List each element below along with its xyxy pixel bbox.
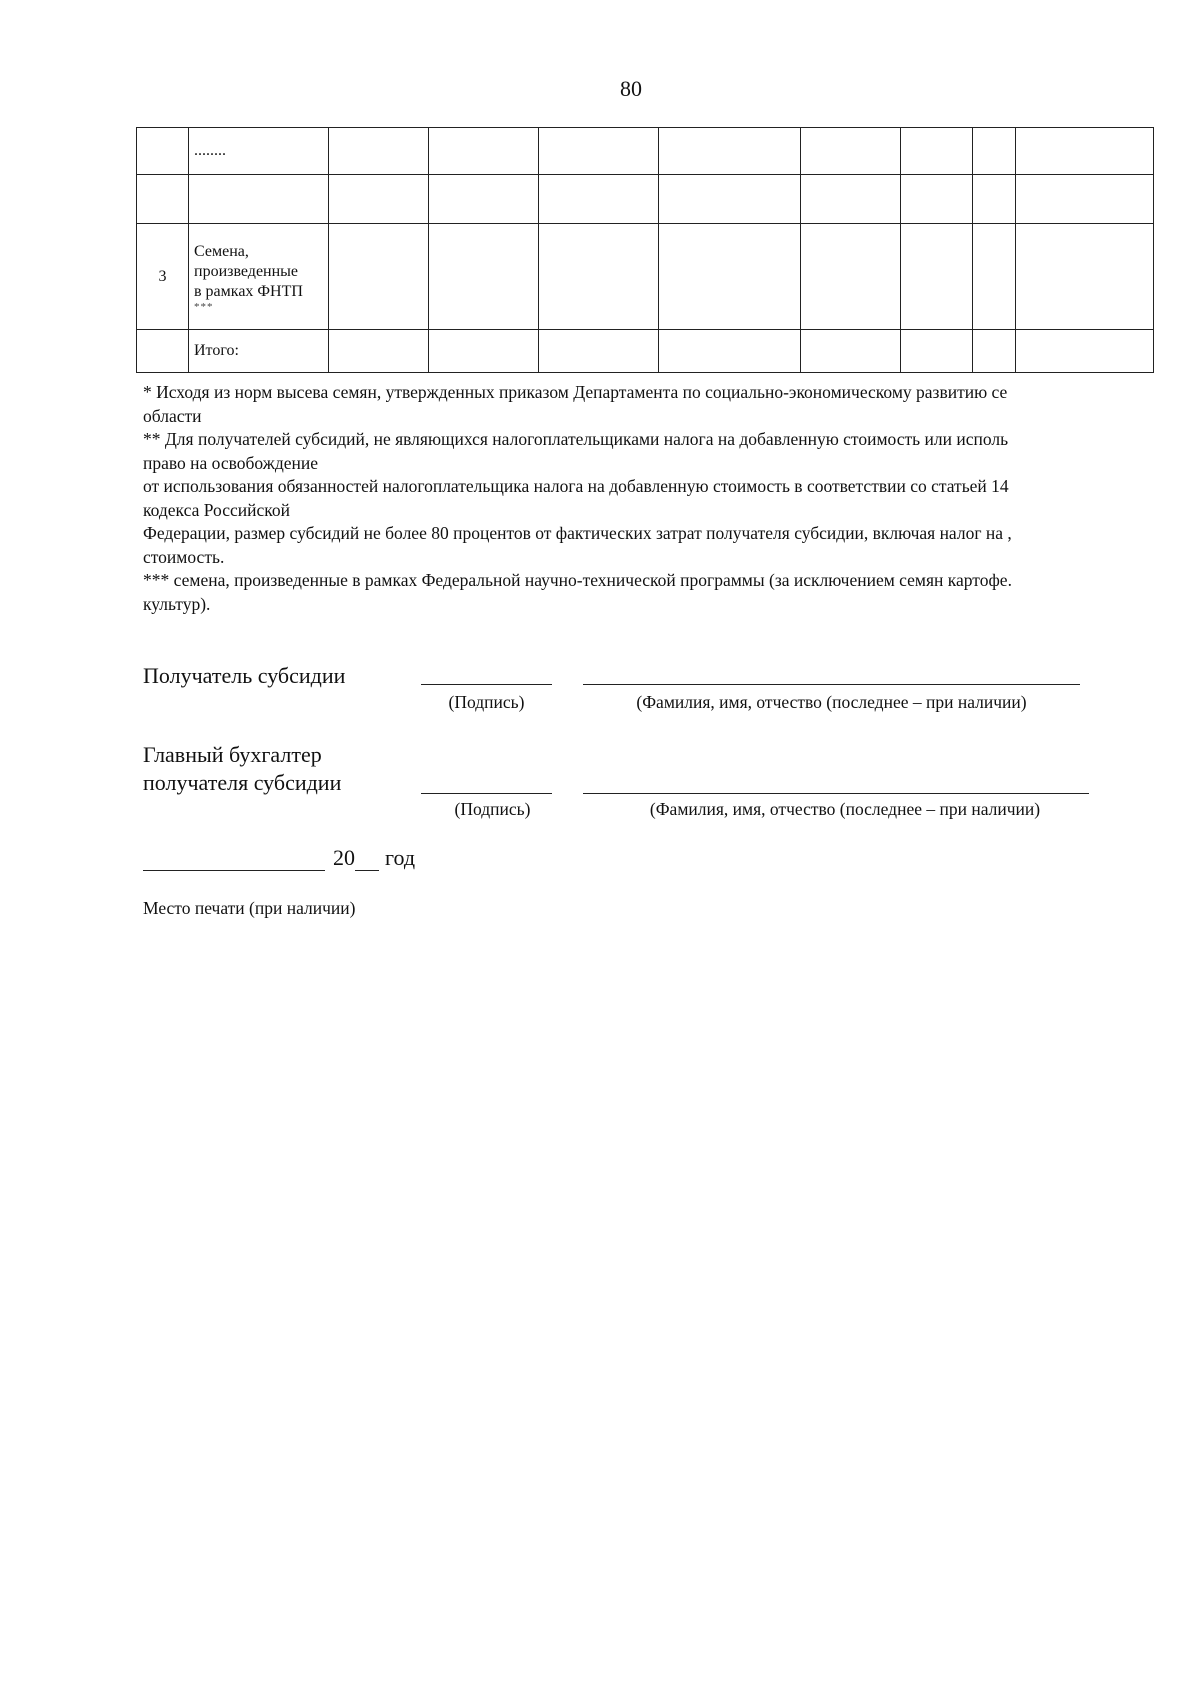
table-cell bbox=[659, 330, 801, 373]
table-cell bbox=[429, 128, 539, 175]
recipient-label: Получатель субсидии bbox=[143, 663, 346, 688]
table-row bbox=[137, 128, 1154, 175]
recipient-signature-line bbox=[421, 684, 552, 685]
table-cell bbox=[901, 330, 973, 373]
table-cell bbox=[801, 175, 901, 224]
footnote-line: *** семена, произведенные в рамках Федеральной научно-технической программы (за исключением семян картофе. bbox=[143, 570, 1012, 590]
row-name-line: произведенные bbox=[194, 262, 299, 280]
recipient-name-caption: (Фамилия, имя, отчество (последнее – при наличии) bbox=[636, 692, 1027, 712]
footnote-marker: *** bbox=[194, 300, 214, 313]
accountant-signature-caption: (Подпись) bbox=[454, 799, 531, 819]
table-cell bbox=[901, 128, 973, 175]
row-number-cell bbox=[137, 175, 189, 224]
footnote-line: стоимость. bbox=[143, 546, 225, 567]
row-name-line: в рамках ФНТП bbox=[194, 282, 303, 300]
row-number-cell: 3 bbox=[137, 224, 189, 330]
row-number-cell bbox=[137, 128, 189, 175]
total-label: Итого: bbox=[189, 330, 329, 373]
footnote-line: кодекса Российской bbox=[143, 499, 290, 520]
page-number: 80 bbox=[620, 76, 642, 101]
table-cell bbox=[539, 128, 659, 175]
table-cell bbox=[801, 128, 901, 175]
recipient-name-line bbox=[583, 684, 1080, 685]
row-name-cell: ........ bbox=[189, 128, 329, 175]
row-name-cell bbox=[189, 175, 329, 224]
table-cell bbox=[539, 330, 659, 373]
table-row bbox=[137, 330, 1154, 373]
table-row bbox=[137, 224, 1154, 330]
row-name-cell bbox=[189, 224, 329, 330]
table-cell bbox=[539, 175, 659, 224]
year-blank bbox=[355, 850, 379, 871]
table-cell bbox=[1016, 224, 1154, 330]
table-cell bbox=[973, 330, 1016, 373]
table-cell bbox=[901, 175, 973, 224]
footnote-line: от использования обязанностей налогоплательщика налога на добавленную стоимость в соответствии со статьей 14 bbox=[143, 476, 1009, 496]
recipient-signature-caption: (Подпись) bbox=[448, 692, 525, 712]
table-cell bbox=[659, 224, 801, 330]
year-prefix: 20 bbox=[333, 845, 355, 870]
footnote-line: право на освобождение bbox=[143, 452, 318, 473]
footnotes bbox=[143, 381, 1153, 616]
table-cell bbox=[973, 128, 1016, 175]
table-cell bbox=[659, 128, 801, 175]
table-cell bbox=[429, 175, 539, 224]
table-row bbox=[137, 175, 1154, 224]
footnote-line: ** Для получателей субсидий, не являющихся налогоплательщиками налога на добавленную стоимость или исполь bbox=[143, 429, 1009, 449]
accountant-name-caption: (Фамилия, имя, отчество (последнее – при наличии) bbox=[649, 799, 1041, 819]
seeds-table bbox=[136, 127, 1154, 373]
table-cell bbox=[329, 224, 429, 330]
row-number-cell bbox=[137, 330, 189, 373]
table-cell bbox=[429, 224, 539, 330]
accountant-signature-line bbox=[421, 793, 552, 794]
accountant-label-line1: Главный бухгалтер bbox=[143, 742, 322, 767]
table-cell bbox=[659, 175, 801, 224]
accountant-name-line bbox=[583, 793, 1089, 794]
footnote-line: * Исходя из норм высева семян, утвержденных приказом Департамента по социально-экономическому развитию се bbox=[143, 382, 1008, 402]
footnote-line: Федерации, размер субсидий не более 80 процентов от фактических затрат получателя субсидии, включая налог на , bbox=[143, 523, 1012, 543]
table-cell bbox=[901, 224, 973, 330]
date-blank bbox=[143, 848, 325, 871]
table-cell bbox=[801, 224, 901, 330]
accountant-label-line2: получателя субсидии bbox=[143, 770, 342, 795]
table-cell bbox=[329, 330, 429, 373]
year-suffix: год bbox=[385, 845, 416, 870]
table-cell bbox=[973, 224, 1016, 330]
date-row bbox=[143, 845, 415, 871]
table-cell bbox=[1016, 175, 1154, 224]
table-cell bbox=[1016, 330, 1154, 373]
row-name-line: Семена, bbox=[194, 242, 249, 260]
table-cell bbox=[973, 175, 1016, 224]
footnote-line: культур). bbox=[143, 593, 211, 614]
table-cell bbox=[539, 224, 659, 330]
table-cell bbox=[1016, 128, 1154, 175]
table-cell bbox=[801, 330, 901, 373]
seal-place: Место печати (при наличии) bbox=[143, 898, 356, 918]
table-cell bbox=[329, 175, 429, 224]
table-cell bbox=[329, 128, 429, 175]
table-cell bbox=[429, 330, 539, 373]
footnote-line: области bbox=[143, 405, 202, 426]
